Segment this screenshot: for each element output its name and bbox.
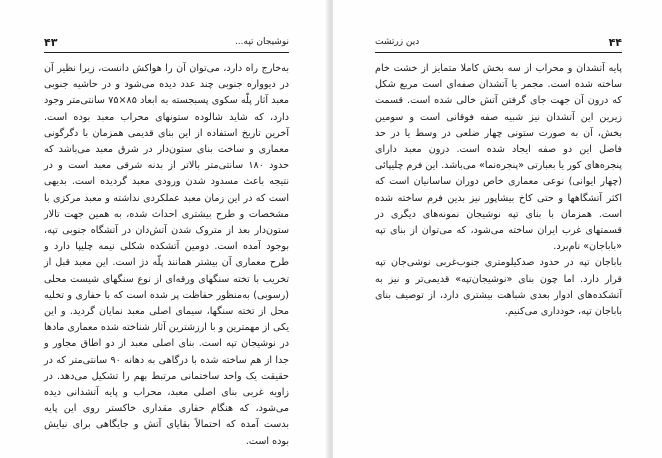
page-number: ۴۳: [44, 36, 58, 49]
paragraph: پایه آتشدان و محراب از سه بخش کاملا متمایز از خشت خام ساخته شده است. مجمر یا آتشدان صفه‌ای است مربع شکل که درون آن جهت جای گرفتن آتش خالی شده است. قسمت زیرین این آتشدان نیز شبیه صفه فوقانی است و سومین بخش، آن به صورت ستونی چهار ضلعی در وسط یا در حد فاصل این دو صفه ایجاد شده است. درون معبد دارای پنجره‌های کور یا بعبارتی «پنجره‌نما» می‌باشد. این فرم چلیپائی (چهار ایوانی) نوعی معماری خاص دوران ساسانیان است که اکثر آتشگاهها و حتی کاخ بیشاپور نیز بدین فرم ساخته شده است. همزمان با بنای تپه نوشیجان نمونه‌های دیگری در قسمتهای غرب ایران ساخته می‌شود، که می‌توان از بنای تپه «باباجان» نام‌برد.: [375, 63, 622, 253]
left-page-header: [44, 32, 289, 53]
right-page-header: [375, 32, 622, 53]
running-head: دین زرتشت: [375, 37, 420, 47]
paragraph: به‌خارج راه دارد، می‌توان آن را هواکش دانست، زیرا نظیر آن در دیوواره جنوبی چند عدد دیده می‌شود و در حاشیه جنوبی معبد آثار پلّه سکوی پسبجسته به ابعاد ۸۵×۷۵ سانتی‌متر وجود دارد، که شاید شالوده ستونهای محراب معبد بوده است. آخرین تاریخ استفاده از این بنای قدیمی همزمان با دگرگونی معماری و ساخت بنای ستون‌دار در شرق معبد می‌باشد که حدود ۱۸۰ سانتی‌متر بالاتر از بدنه شرقی معبد است و در نتیجه باعث مسدود شدن ورودی معبد گردیده است. بدیهی است که در این زمان معبد عملکردی نداشته و معبد مرکزی با مشخصات و طرح بیشتری احداث شده، به همین جهت تالار ستون‌دار بعد از متروک شدن آتش‌دان در آتشگاه جنوبی تپه، بوجود آمده است. دومین آتشکده شکلی نیمه چلیپا دارد و طرح معماری آن بیشتر همانند پلّه دژ است. این معبد قبل از تخریب با تخته سنگهای ورقه‌ای از نوع سنگهای شیست محلی (رسوبی) به‌منظور حفاظت پر شده است که با حفاری و تخلیه محل از تخته سنگها، سیمای اصلی معبد نمایان گردید. و این یکی از مهمترین و با ارزشترین آثار شناخته شده معماری مادها در نوشیجان تپه است. بنای اصلی معبد از دو اطاق مجاور و جدا از هم ساخته شده با درگاهی به دهانه ۹۰ سانتی‌متر که در حقیقت یک واحد ساختمانی مرتبط بهم را تشکیل می‌دهد. در زاویه غربی بنای اصلی معبد، محراب و پایه آتشدانی دیده می‌شود، که هنگام حفاری مقداری خاکستر روی این پایه بدست آمده که احتمالاً بقایای آتش و جایگاهی برای نیایش بوده است.: [44, 63, 289, 447]
right-page-body: [375, 61, 622, 320]
right-page: [333, 0, 662, 458]
left-page: [0, 0, 329, 458]
paragraph: باباجان تپه در حدود صدکیلومتری جنوب‌غربی نوشی‌جان تپه قرار دارد. اما چون بنای «نوشیجان‌تپه» قدیمی‌تر و نیز به آتشکده‌های ادوار بعدی شباهت بیشتری دارد، از توصیف بنای باباجان تپه، خودداری می‌کنیم.: [375, 257, 622, 318]
running-head: نوشیجان تپه...: [234, 37, 289, 47]
page-number: ۴۴: [608, 36, 622, 49]
left-page-body: [44, 61, 289, 450]
